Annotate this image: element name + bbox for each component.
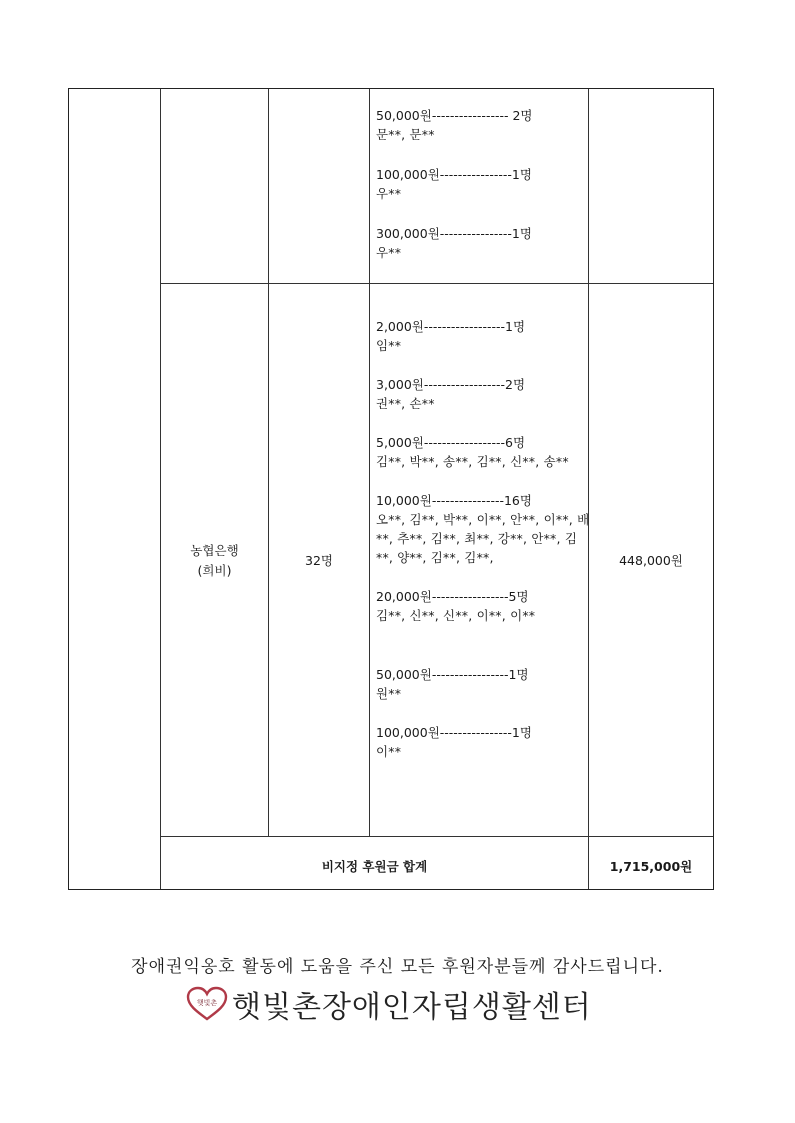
entry-line: 3,000원------------------2명	[376, 377, 526, 392]
group2-entries	[376, 317, 591, 761]
entry-names: 우**	[376, 186, 402, 201]
entry-names: 원**	[376, 686, 402, 701]
entry-names: 권**, 손**	[376, 396, 435, 411]
entry	[376, 433, 591, 471]
donor-count: 32명	[305, 553, 333, 568]
entry-names: 문**, 문**	[376, 127, 435, 142]
group-amount: 448,000원	[619, 553, 683, 568]
entry	[376, 317, 591, 355]
entry-line: 10,000원----------------16명	[376, 493, 532, 508]
org-logo	[186, 984, 592, 1024]
entry-line: 50,000원----------------- 2명	[376, 108, 533, 123]
entry	[376, 665, 591, 703]
entry-line: 20,000원-----------------5명	[376, 589, 529, 604]
entry	[376, 165, 591, 203]
logo-text: 햇빛촌	[196, 999, 218, 1007]
col-divider-3	[369, 89, 370, 836]
col-divider-1	[160, 89, 161, 889]
row-divider-2	[160, 836, 713, 837]
entry	[376, 106, 591, 144]
entry-line: 100,000원----------------1명	[376, 167, 532, 182]
thanks-message: 장애권익옹호 활동에 도움을 주신 모든 후원자분들께 감사드립니다.	[131, 957, 664, 977]
org-name: 햇빛촌장애인자립생활센터	[232, 990, 592, 1025]
entry-names: 오**, 김**, 박**, 이**, 안**, 이**, 배**, 추**, 김**, 최**, 강**, 안**, 김**, 양**, 김**, 김**,	[376, 512, 590, 565]
bank-cell	[161, 541, 268, 581]
total-label: 비지정 후원금 합계	[321, 859, 428, 874]
donation-table	[68, 88, 714, 890]
entry-line: 50,000원-----------------1명	[376, 667, 529, 682]
bank-name: 농협은행	[190, 543, 239, 558]
total-amount: 1,715,000원	[609, 859, 693, 874]
entry-names: 김**, 신**, 신**, 이**, 이**	[376, 608, 536, 623]
entry-names: 이**	[376, 744, 402, 759]
entry-names: 임**	[376, 338, 402, 353]
entry	[376, 491, 591, 567]
entry	[376, 723, 591, 761]
entry-line: 100,000원----------------1명	[376, 725, 532, 740]
bank-sub: (희비)	[197, 563, 232, 578]
entry	[376, 224, 591, 262]
entry-names: 김**, 박**, 송**, 김**, 신**, 송**	[376, 454, 569, 469]
col-divider-2	[268, 89, 269, 836]
group1-entries	[376, 106, 591, 262]
entry	[376, 587, 591, 625]
row-divider-1	[160, 283, 713, 284]
entry-line: 2,000원------------------1명	[376, 319, 526, 334]
entry-line: 300,000원----------------1명	[376, 226, 532, 241]
entry-line: 5,000원------------------6명	[376, 435, 526, 450]
heart-logo-icon	[186, 986, 228, 1022]
entry-names: 우**	[376, 245, 402, 260]
entry	[376, 375, 591, 413]
